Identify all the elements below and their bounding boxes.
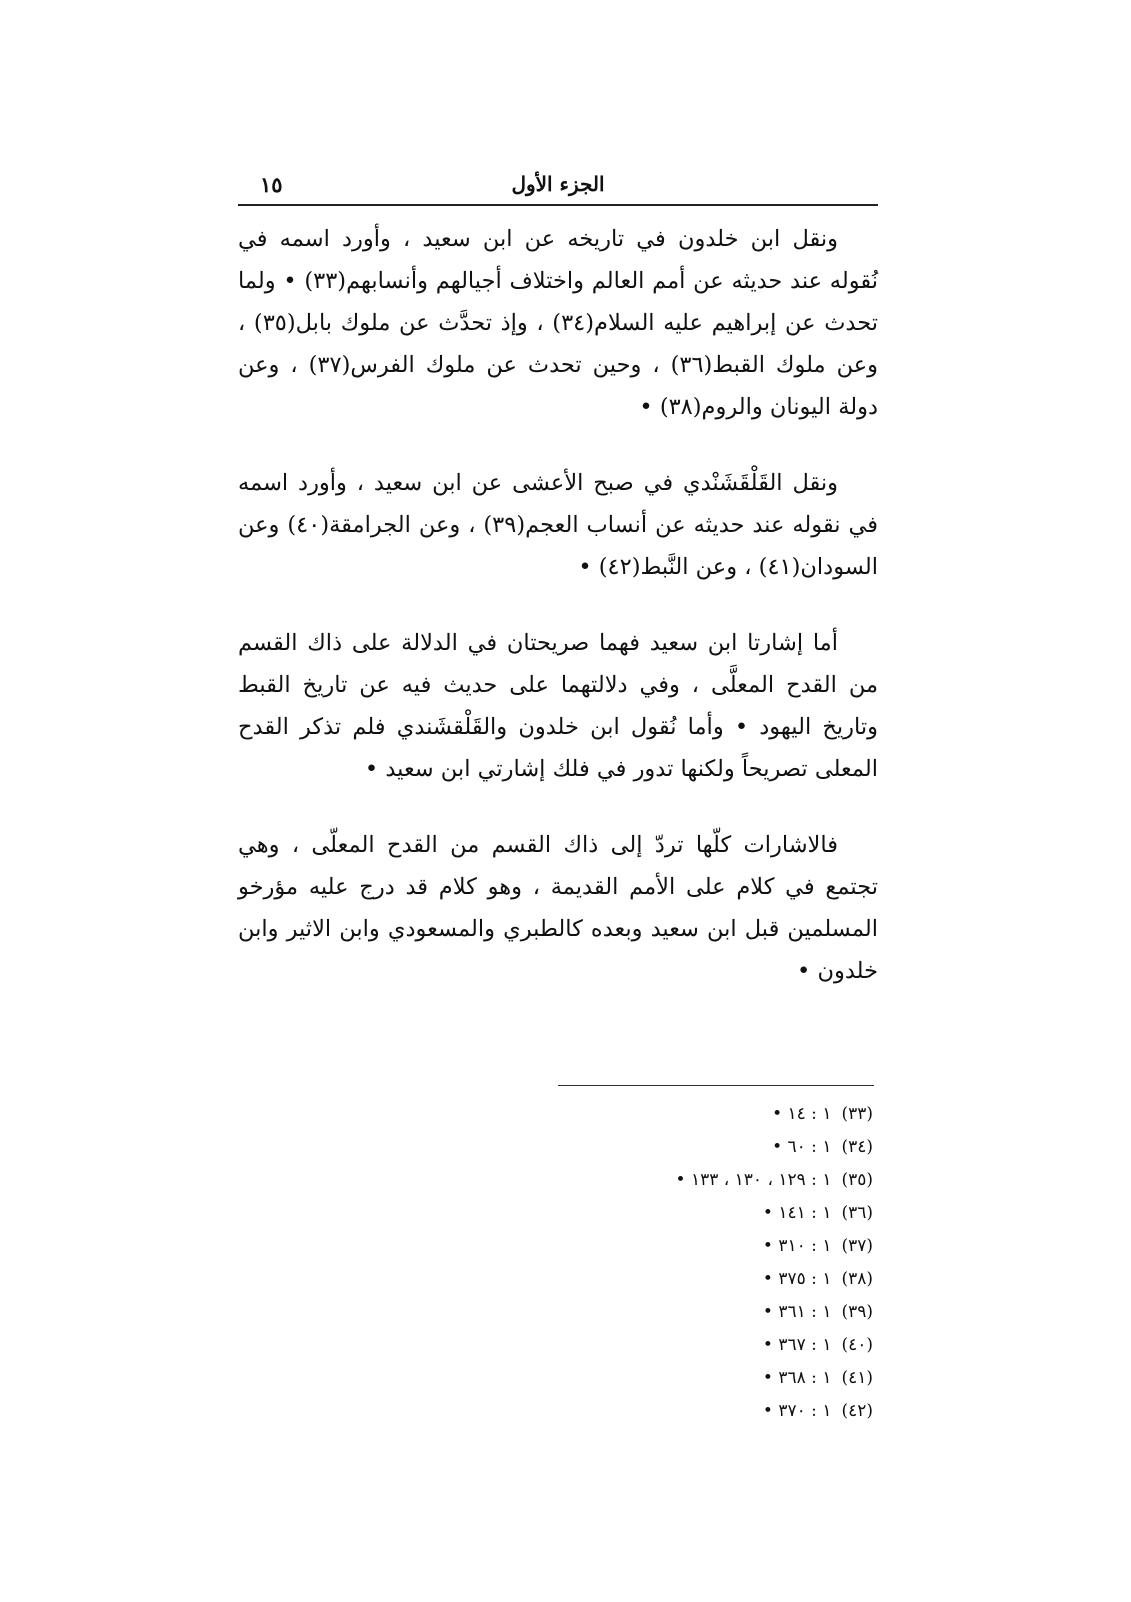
- paragraph: فالاشارات كلّها تردّ إلى ذاك القسم من القدح المعلّى ، وهي تجتمع في كلام على الأمم القديمة ، وهو كلام قد درج عليه مؤرخو المسلمين قبل ابن سعيد وبعده كالطبري والمسعودي وابن الاثير وابن خلدون •: [238, 832, 878, 984]
- footnote-number: (٤٠): [841, 1335, 873, 1355]
- footnote-reference: ١ : ٣١٠ •: [762, 1236, 832, 1256]
- paragraph: ونقل القَلْقَشَنْدي في صبح الأعشى عن ابن سعيد ، وأورد اسمه في نقوله عند حديثه عن أنساب العجم(٣٩) ، وعن الجرامقة(٤٠) وعن السودان(٤١) ، وعن النَّبط(٤٢) •: [238, 470, 878, 580]
- footnote-number: (٣٨): [841, 1269, 873, 1289]
- footnotes-list: [676, 1098, 873, 1428]
- footnote-reference: ١ : ٦٠ •: [772, 1137, 832, 1157]
- running-title: الجزء الأول: [511, 172, 605, 196]
- footnote: [676, 1131, 873, 1164]
- footnote-number: (٣٣): [841, 1104, 873, 1124]
- footnote-reference: ١ : ٣٦١ •: [762, 1302, 832, 1322]
- footnote: [676, 1164, 873, 1197]
- footnote: [676, 1362, 873, 1395]
- paragraph: ونقل ابن خلدون في تاريخه عن ابن سعيد ، وأورد اسمه في نُقوله عند حديثه عن أمم العالم واختلاف أجيالهم وأنسابهم(٣٣) • ولما تحدث عن إبراهيم عليه السلام(٣٤) ، وإذ تحدَّث عن ملوك بابل(٣٥) ، وعن ملوك القبط(٣٦) ، وحين تحدث عن ملوك الفرس(٣٧) ، وعن دولة اليونان والروم(٣٨) •: [238, 226, 878, 420]
- footnote: [676, 1098, 873, 1131]
- footnote-reference: ١ : ٣٦٨ •: [762, 1368, 832, 1388]
- footnote-reference: ١ : ٣٧٥ •: [762, 1269, 832, 1289]
- page-number: ١٥: [260, 172, 283, 197]
- footnote-number: (٣٩): [841, 1302, 873, 1322]
- footnote-number: (٤١): [841, 1368, 873, 1388]
- footnote: [676, 1263, 873, 1296]
- footnote-number: (٣٦): [841, 1203, 873, 1223]
- footnote-number: (٣٧): [841, 1236, 873, 1256]
- footnote: [676, 1296, 873, 1329]
- footnote-reference: ١ : ١٢٩ ، ١٣٠ ، ١٣٣ •: [675, 1170, 832, 1190]
- footnote: [676, 1197, 873, 1230]
- footnote: [676, 1230, 873, 1263]
- footnote-reference: ١ : ١٤١ •: [762, 1203, 832, 1223]
- footnote-number: (٣٥): [841, 1170, 873, 1190]
- main-text: [238, 218, 878, 992]
- paragraph: أما إشارتا ابن سعيد فهما صريحتان في الدلالة على ذاك القسم من القدح المعلَّى ، وفي دلالتهما على حديث فيه عن تاريخ القبط وتاريخ اليهود • وأما نُقول ابن خلدون والقَلْقشَندي فلم تذكر القدح المعلى تصريحاً ولكنها تدور في فلك إشارتي ابن سعيد •: [238, 630, 878, 782]
- footnote-reference: ١ : ١٤ •: [772, 1104, 832, 1124]
- footnote-reference: ١ : ٣٧٠ •: [762, 1401, 832, 1421]
- footnote: [676, 1329, 873, 1362]
- footnote: [676, 1395, 873, 1428]
- running-header: [238, 168, 878, 206]
- footnote-reference: ١ : ٣٦٧ •: [762, 1335, 832, 1355]
- footnote-divider: [558, 1085, 874, 1086]
- footnote-number: (٤٢): [841, 1401, 873, 1421]
- footnote-number: (٣٤): [841, 1137, 873, 1157]
